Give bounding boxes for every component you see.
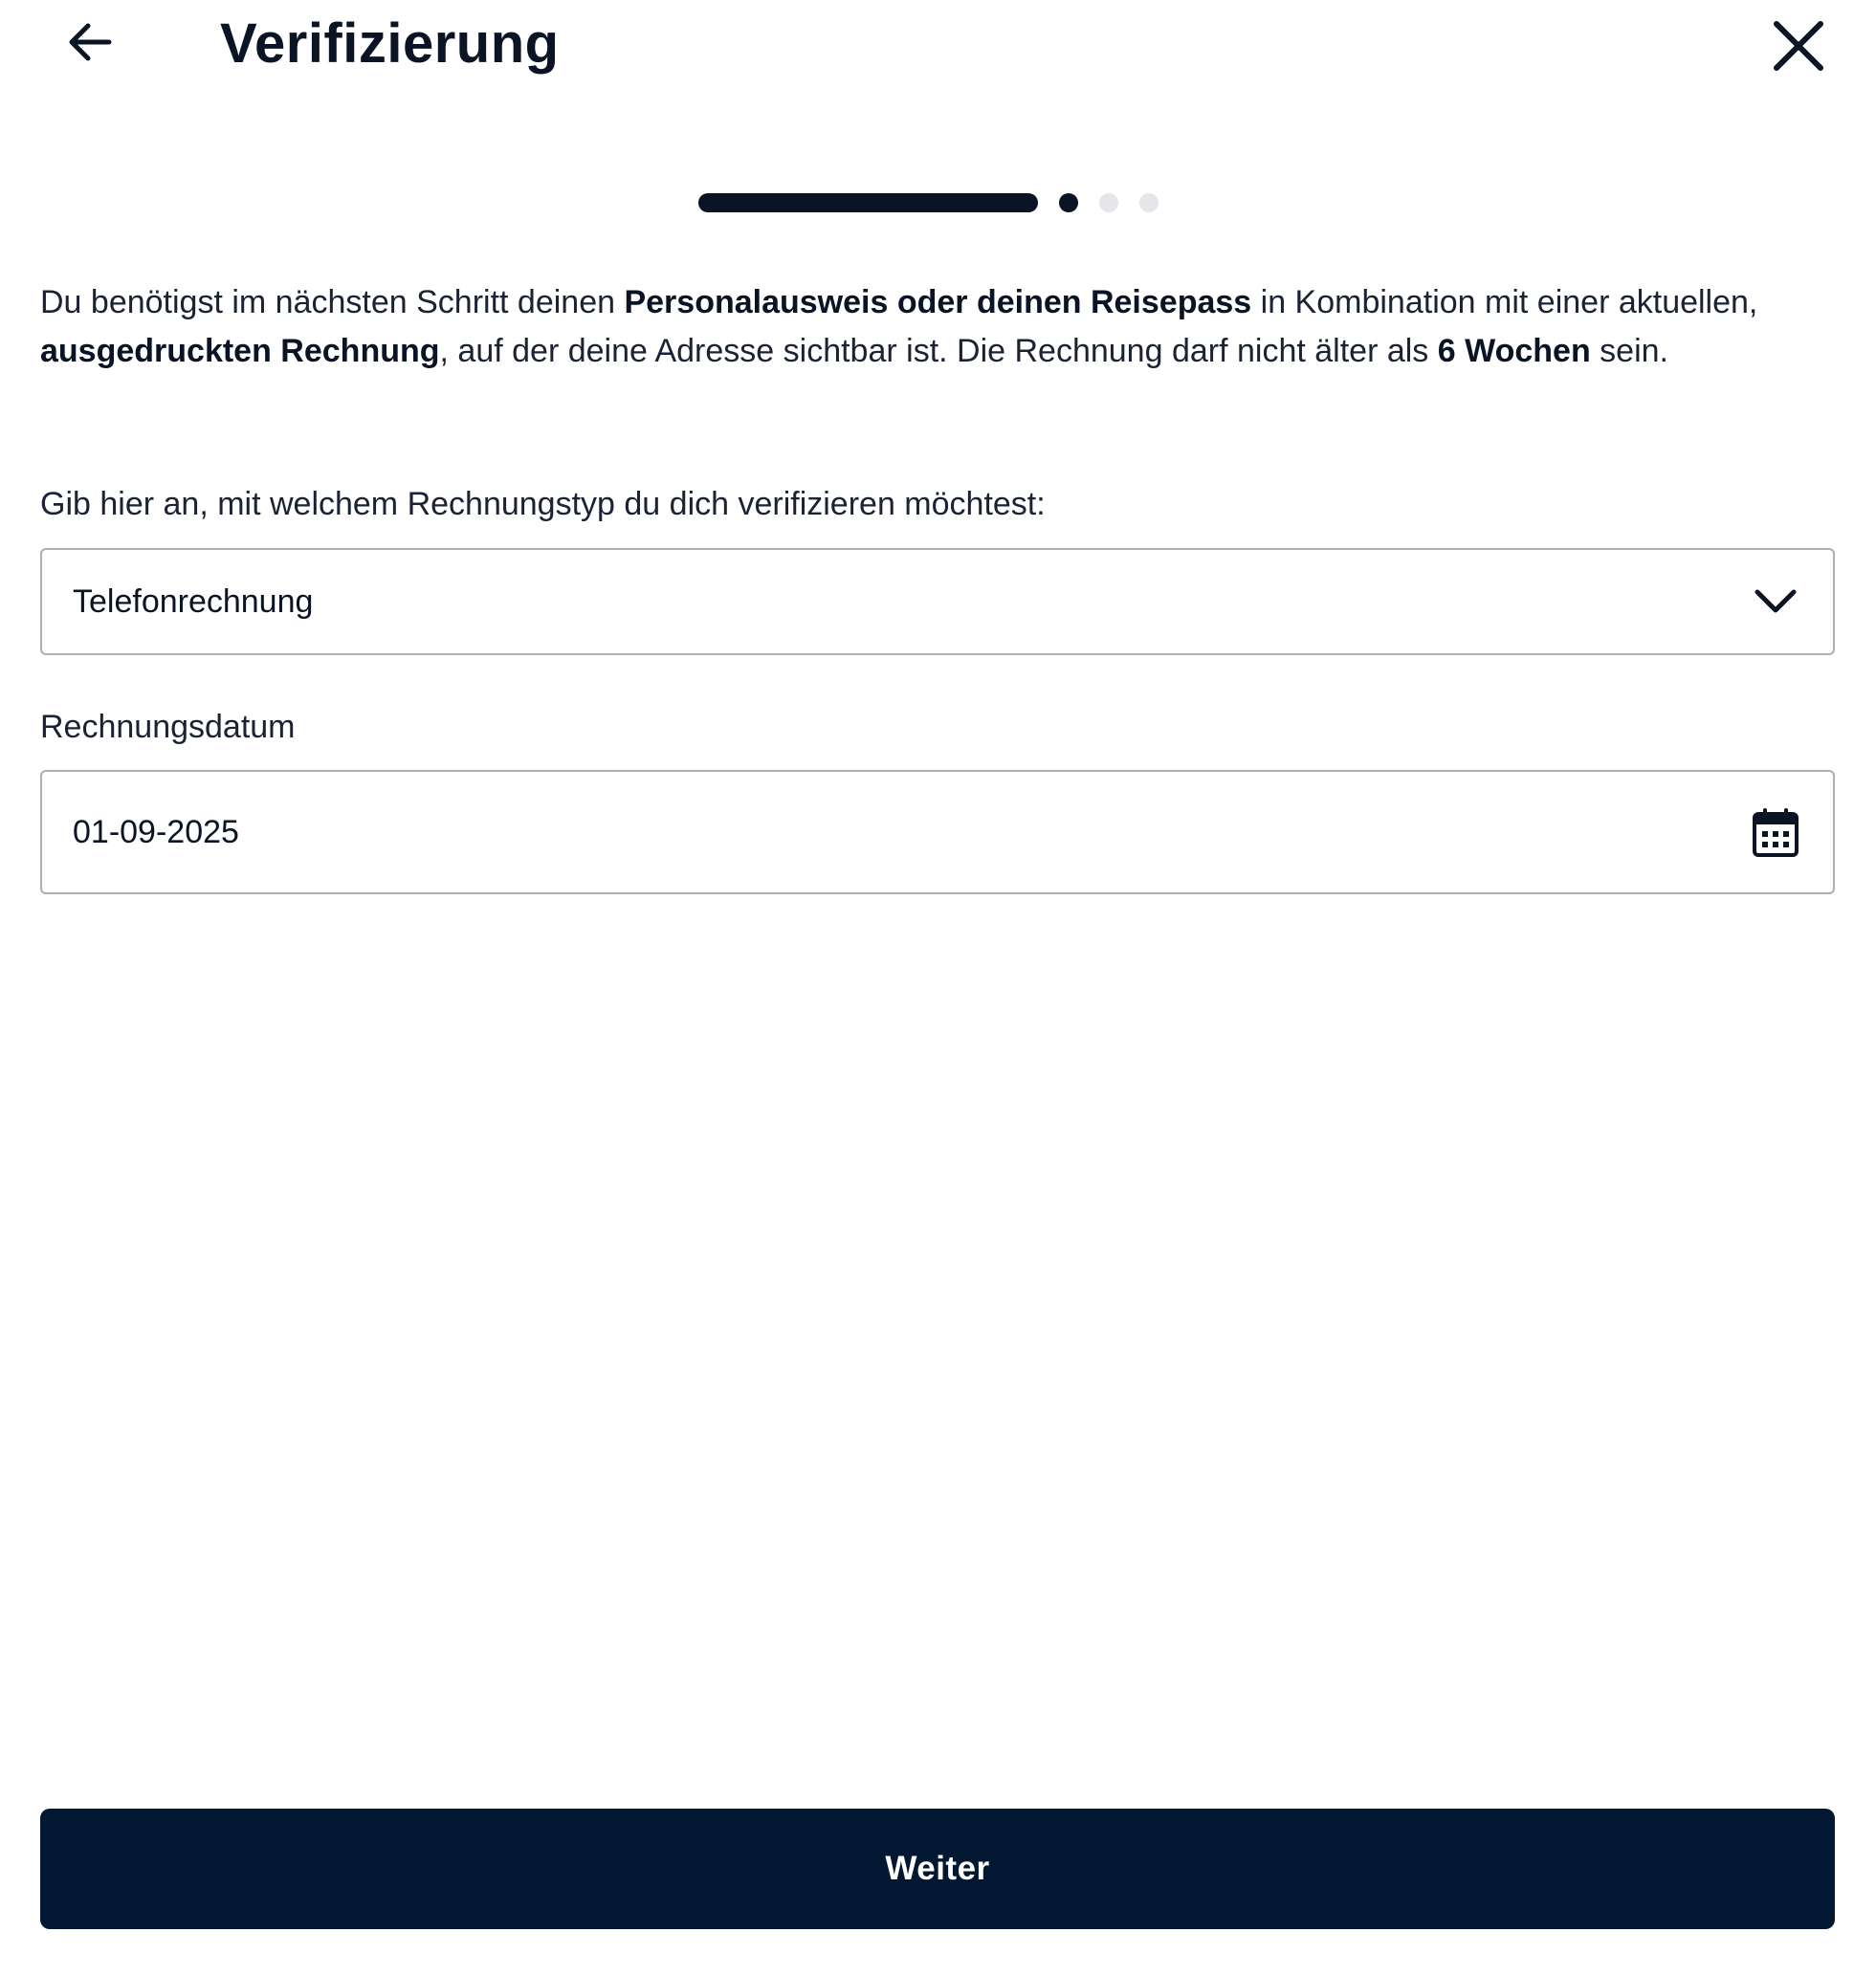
bill-date-value: 01-09-2025 xyxy=(73,813,239,850)
bill-type-select[interactable] xyxy=(40,548,1835,655)
bill-type-dropdown-toggle[interactable] xyxy=(1747,573,1804,630)
calendar-icon xyxy=(1752,806,1799,858)
bill-type-label: Gib hier an, mit welchem Rechnungstyp du dich verifizieren möchtest: xyxy=(40,486,1046,522)
intro-bold-id: Personalausweis oder deinen Reisepass xyxy=(624,284,1252,320)
step-dot-2 xyxy=(1059,193,1078,212)
bill-type-value: Telefonrechnung xyxy=(73,582,314,620)
step-dot-4 xyxy=(1139,193,1159,212)
intro-bold-weeks: 6 Wochen xyxy=(1437,333,1591,369)
calendar-button[interactable] xyxy=(1747,803,1804,861)
back-button[interactable] xyxy=(59,11,121,73)
continue-button[interactable]: Weiter xyxy=(40,1809,1835,1929)
close-icon xyxy=(1772,19,1825,73)
step-dot-3 xyxy=(1099,193,1118,212)
chevron-down-icon xyxy=(1754,587,1798,616)
bill-date-label: Rechnungsdatum xyxy=(40,709,296,745)
arrow-left-icon xyxy=(65,17,115,67)
close-button[interactable] xyxy=(1764,11,1833,80)
step-current-bar xyxy=(698,193,1038,212)
bill-date-input[interactable] xyxy=(40,770,1835,894)
intro-bold-bill: ausgedruckten Rechnung xyxy=(40,333,440,369)
page-title: Verifizierung xyxy=(220,12,560,75)
progress-stepper xyxy=(698,191,1196,214)
intro-text: Du benötigst im nächsten Schritt deinen Personalausweis oder deinen Reisepass in Kombination mit einer aktuellen, ausgedruckten Rechnung, auf der deine Adresse sichtbar ist. Die Rechnung darf nicht älter als 6 Wochen sein. xyxy=(40,284,1758,369)
